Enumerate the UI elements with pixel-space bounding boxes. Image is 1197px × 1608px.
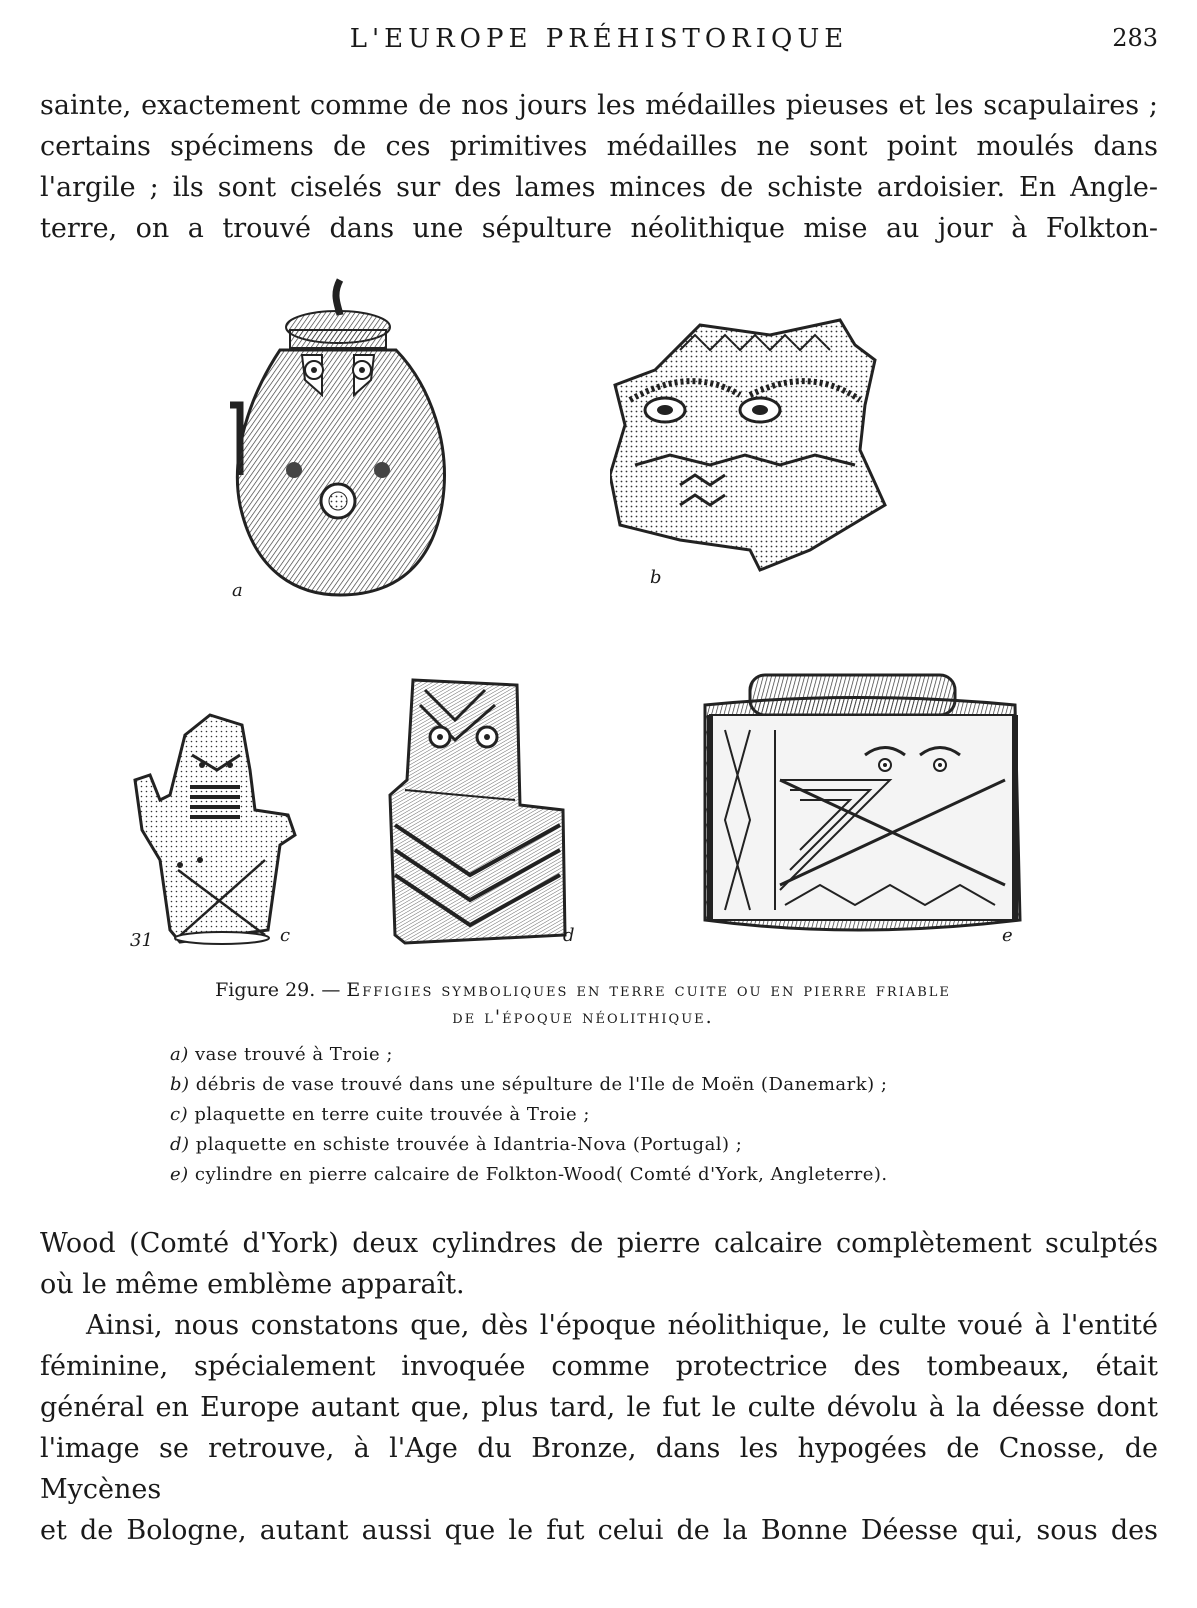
- caption-title-line-1: Effigies symboliques en terre cuite ou en pierre friable: [346, 979, 951, 1001]
- text-line: féminine, spécialement invoquée comme protectrice des tombeaux, était: [40, 1351, 1158, 1382]
- paragraph-2: [40, 1223, 1158, 1305]
- figure-label-d: d: [563, 925, 575, 946]
- text-line: Wood (Comté d'York) deux cylindres de pierre calcaire complètement sculptés: [40, 1228, 1158, 1259]
- figure-c-terracotta-plaque: [130, 710, 310, 955]
- caption-item-key: a): [170, 1044, 189, 1065]
- caption-item: [170, 1130, 1070, 1160]
- text-line: Ainsi, nous constatons que, dès l'époque néolithique, le culte voué à l'entité: [86, 1310, 1158, 1341]
- caption-item-key: b): [170, 1074, 190, 1095]
- running-title: L'EUROPE PRÉHISTORIQUE: [349, 24, 849, 54]
- caption-item: [170, 1040, 1070, 1070]
- caption-item: [170, 1070, 1070, 1100]
- caption-title-line-2: de l'époque néolithique.: [452, 1006, 714, 1028]
- caption-item-key: e): [170, 1164, 189, 1185]
- figure-d-schist-plaque: [385, 675, 585, 950]
- page-number: 283: [1112, 24, 1158, 52]
- text-line: sainte, exactement comme de nos jours les médailles pieuses et les scapulaires ;: [40, 90, 1158, 121]
- figure-label-a: a: [232, 580, 243, 601]
- figure-number: Figure 29. —: [215, 979, 341, 1001]
- caption-item-text: débris de vase trouvé dans une sépulture de l'Ile de Moën (Danemark) ;: [195, 1074, 888, 1095]
- figure-e-chalk-cylinder: [690, 670, 1035, 955]
- text-line: et de Bologne, autant aussi que le fut celui de la Bonne Déesse qui, sous des: [40, 1515, 1158, 1546]
- text-line: certains spécimens de ces primitives médailles ne sont point moulés dans: [40, 131, 1158, 162]
- page-header: [40, 24, 1158, 60]
- caption-item-text: cylindre en pierre calcaire de Folkton-Wood( Comté d'York, Angleterre).: [194, 1164, 888, 1185]
- caption-item: [170, 1100, 1070, 1130]
- figure-number-31: 31: [130, 930, 153, 951]
- figure-a-face-vase: [210, 275, 470, 615]
- caption-item-text: plaquette en terre cuite trouvée à Troie ;: [194, 1104, 590, 1125]
- caption-item-key: c): [170, 1104, 189, 1125]
- figure-caption-items: [170, 1040, 1070, 1190]
- caption-item-text: vase trouvé à Troie ;: [195, 1044, 393, 1065]
- figure-label-b: b: [650, 567, 662, 588]
- caption-item: [170, 1160, 1070, 1190]
- text-line: terre, on a trouvé dans une sépulture néolithique mise au jour à Folkton-: [40, 213, 1158, 244]
- figure-label-c: c: [280, 925, 291, 946]
- caption-item-text: plaquette en schiste trouvée à Idantria-Nova (Portugal) ;: [195, 1134, 743, 1155]
- figure-caption-title: [108, 977, 1058, 1031]
- caption-item-key: d): [170, 1134, 190, 1155]
- paragraph-1: [40, 85, 1158, 249]
- text-line: l'argile ; ils sont ciselés sur des lames minces de schiste ardoisier. En Angle-: [40, 172, 1158, 203]
- paragraph-3: [40, 1305, 1158, 1551]
- figure-b-vase-fragment: [610, 315, 900, 595]
- text-line: où le même emblème apparaît.: [40, 1269, 465, 1300]
- text-line: général en Europe autant que, plus tard, le fut le culte dévolu à la déesse dont: [40, 1392, 1158, 1423]
- figure-label-e: e: [1002, 925, 1013, 946]
- text-line: l'image se retrouve, à l'Age du Bronze, dans les hypogées de Cnosse, de Mycènes: [40, 1433, 1158, 1505]
